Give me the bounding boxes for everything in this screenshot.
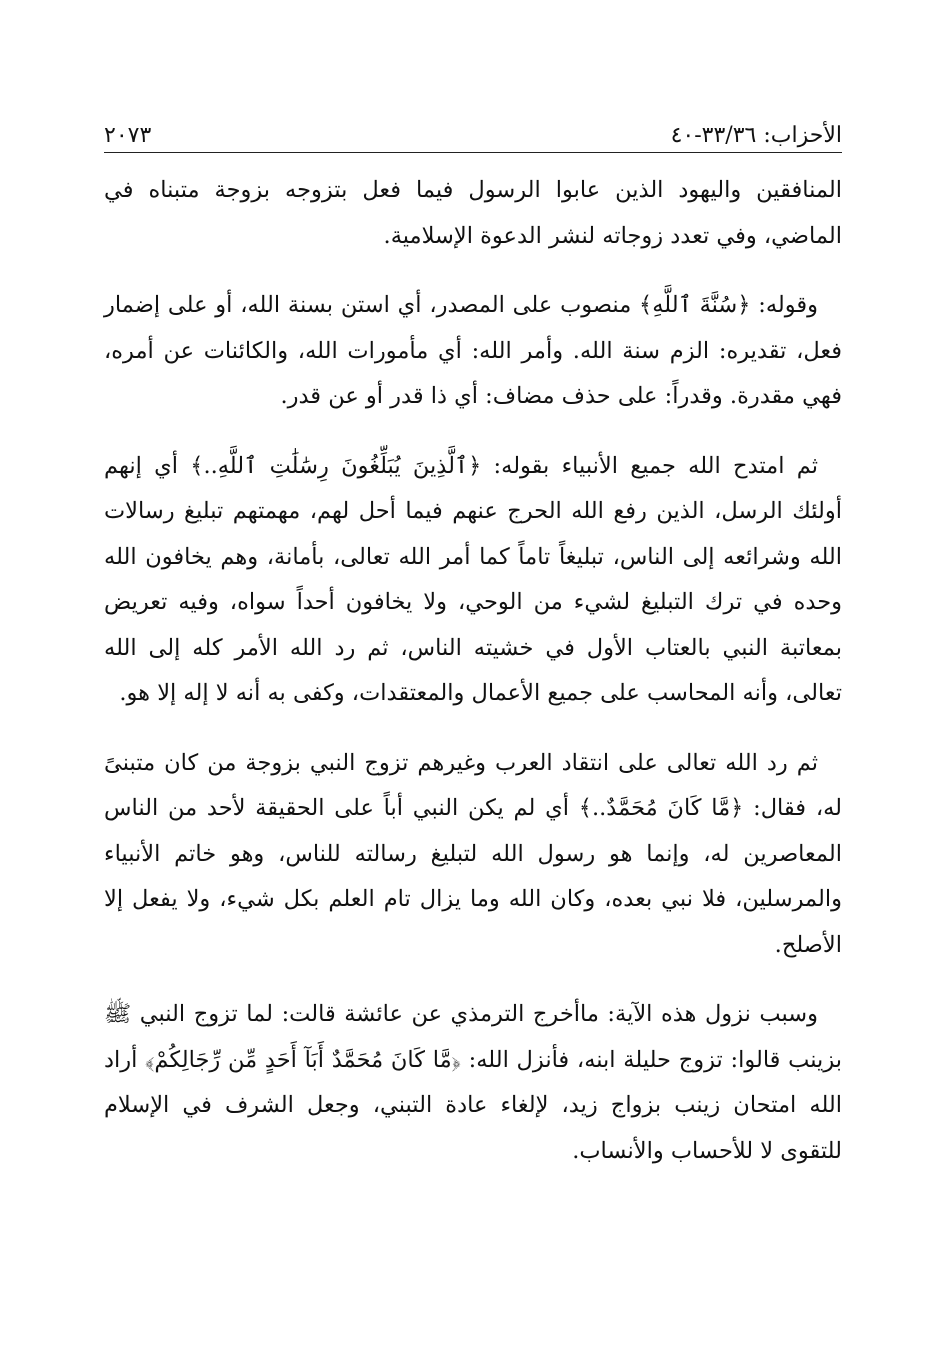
paragraph-reason-of-revelation: وسبب نزول هذه الآية: ماأخرج الترمذي عن عائشة قالت: لما تزوج النبي ﷺ بزينب قالوا: تزوج حليلة ابنه، فأنزل الله: ﴿مَّا كَانَ مُحَمَّدٌ أَبَآ أَحَدٍ مِّن رِّجَالِكُمْ﴾ أراد الله امتحان زينب بزواج زيد، لإلغاء عادة التبني، وجعل الشرف في الإسلام للتقوى لا للأحساب والأنساب.: [104, 1001, 842, 1164]
header-divider: [104, 152, 842, 153]
paragraph-continuation: المنافقين واليهود الذين عابوا الرسول فيما فعل بتزوجه بزوجة متبناه في الماضي، وفي تعدد زوجاته لنشر الدعوة الإسلامية.: [104, 177, 842, 249]
page-header: [104, 112, 842, 148]
page-body: [104, 168, 842, 1198]
paragraph-prophets-praise: ثم امتدح الله جميع الأنبياء بقوله: ﴿ٱلَّذِينَ يُبَلِّغُونَ رِسَٰلَٰتِ ٱللَّهِ..﴾ أي إنهم أولئك الرسل، الذين رفع الله الحرج عنهم فيما أحل لهم، مهمتهم تبليغ رسالات الله وشرائعه إلى الناس، تبليغاً تاماً كما أمر الله تعالى، بأمانة، وهم يخافون الله وحده في ترك التبليغ لشيء من الوحي، ولا يخافون أحداً سواه، وفيه تعريض بمعاتبة النبي بالعتاب الأول في خشيته الناس، ثم رد الله الأمر كله إلى الله تعالى، وأنه المحاسب على جميع الأعمال والمعتقدات، وكفى به أنه لا إله إلا هو.: [104, 452, 842, 706]
surah-reference: الأحزاب: ٣٣/٣٦-٤٠: [670, 123, 842, 148]
paragraph-sunnat-allah: وقوله: ﴿سُنَّةَ ٱللَّهِ﴾ منصوب على المصدر، أي استن بسنة الله، أو على إضمار فعل، تقديره: الزم سنة الله. وأمر الله: أي مأمورات الله، والكائنات عن أمره، فهي مقدرة. وقدراً: على حذف مضاف: أي ذا قدر أو عن قدر.: [104, 292, 842, 409]
page-number: ٢٠٧٣: [104, 123, 152, 148]
paragraph-muhammad-not-father: ثم رد الله تعالى على انتقاد العرب وغيرهم تزوج النبي بزوجة من كان متبنىً له، فقال: ﴿مَّا كَانَ مُحَمَّدٌ..﴾ أي لم يكن النبي أباً على الحقيقة لأحد من الناس المعاصرين له، وإنما هو رسول الله لتبليغ رسالته للناس، وهو خاتم الأنبياء والمرسلين، فلا نبي بعده، وكان الله وما يزال تام العلم بكل شيء، ولا يفعل إلا الأصلح.: [104, 749, 842, 958]
